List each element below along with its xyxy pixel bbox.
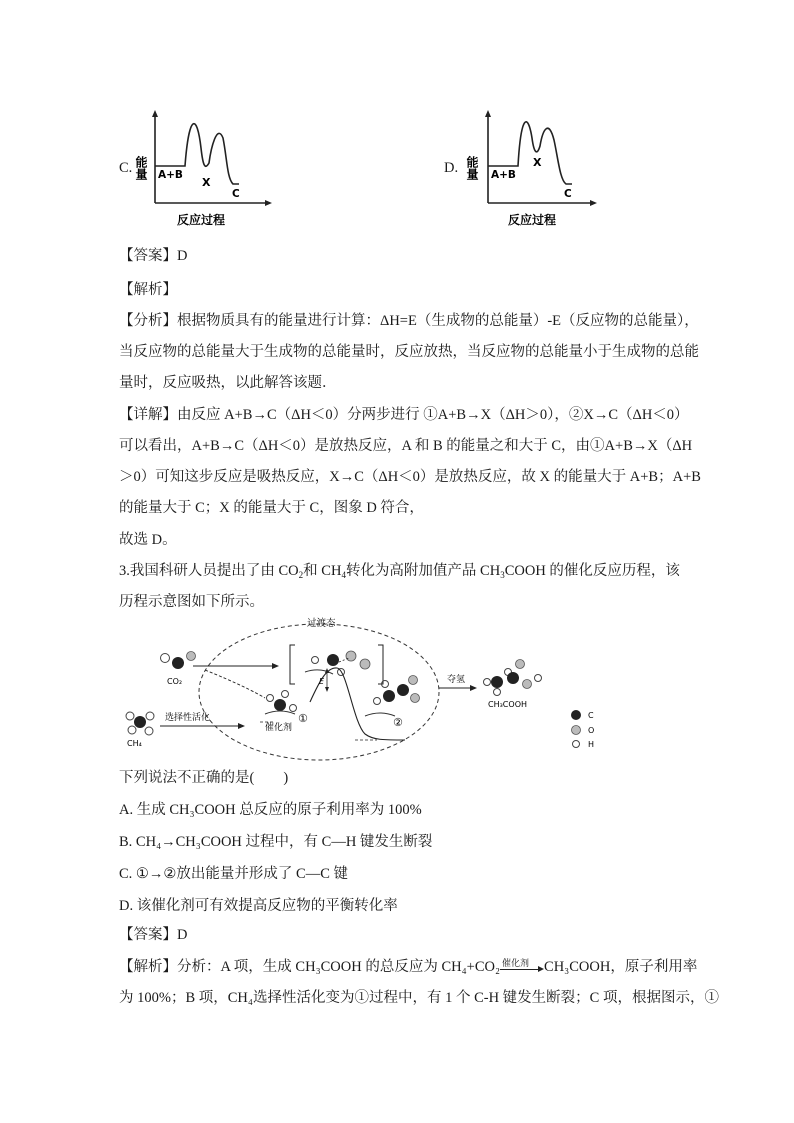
energy-diagram-c bbox=[134, 108, 272, 230]
fig-energy-e: E bbox=[319, 677, 325, 686]
q2-conclusion: 故选 D。 bbox=[119, 532, 177, 548]
fig-step1: ① bbox=[298, 712, 308, 725]
q3-answer-label: 【答案】 bbox=[119, 927, 177, 943]
q2-detail-line4: 的能量大于 C；X 的能量大于 C，图象 D 符合， bbox=[119, 500, 424, 516]
q2-answer bbox=[119, 246, 187, 266]
option-c-intermediate: X bbox=[202, 176, 211, 189]
q2-answer-label: 【答案】 bbox=[119, 248, 177, 264]
option-c-reactants: A+B bbox=[158, 169, 183, 181]
q2-fenxi-line1 bbox=[119, 311, 699, 331]
q2-fenxi-line2: 当反应物的总能量大于生成物的总能量时，反应放热，当反应物的总能量小于生成物的总能 bbox=[119, 344, 699, 360]
q3-stem-a: 3.我国科研人员提出了由 CO bbox=[119, 563, 299, 579]
q2-detail-line3: ＞0）可知这步反应是吸热反应，X→C（ΔH＜0）是放热反应，故 X 的能量大于 A+B；A+B bbox=[119, 469, 701, 485]
q3-analysis-text1a: 分析：A 项，生成 CH₃COOH 的总反应为 CH₄+CO₂ bbox=[177, 959, 501, 975]
q2-detail-text1: 由反应 A+B→C（ΔH＜0）分两步进行 ①A+B→X（ΔH＞0），②X→C（ΔH＜0） bbox=[177, 407, 689, 423]
fig-co2: CO₂ bbox=[167, 677, 183, 686]
q2-detail-label: 【详解】 bbox=[119, 407, 177, 423]
q3-analysis-line2: 为 100%；B 项，CH₄选择性活化变为①过程中，有 1 个 C-H 键发生断裂；C 项，根据图示，① bbox=[119, 990, 719, 1006]
q3-mechanism-figure bbox=[115, 612, 615, 764]
q3-stem-b: 和 CH bbox=[303, 563, 342, 579]
fig-h-abstraction: 夺氢 bbox=[447, 675, 466, 685]
fig-legend-h: H bbox=[588, 740, 595, 749]
q2-fenxi-line3: 量时，反应吸热，以此解答该题． bbox=[119, 375, 337, 391]
option-d-product: C bbox=[564, 188, 572, 200]
fig-legend-c: C bbox=[588, 711, 594, 720]
q2-answer-value: D bbox=[177, 248, 188, 264]
option-d bbox=[444, 108, 594, 233]
arrow-head-icon bbox=[538, 966, 544, 972]
q3-analysis-label: 【解析】 bbox=[119, 959, 177, 975]
fig-transition-state: 过渡态 bbox=[307, 618, 336, 629]
q3-stem-sub2: 4 bbox=[341, 570, 346, 580]
option-d-letter: D. bbox=[444, 160, 459, 176]
q2-fenxi-text1: 根据物质具有的能量进行计算：ΔH=E（生成物的总能量）-E（反应物的总能量）， bbox=[177, 313, 699, 329]
option-c-ylabel: 能量 bbox=[134, 156, 148, 180]
option-c-product: C bbox=[232, 188, 240, 200]
q2-detail-line2: 可以看出，A+B→C（ΔH＜0）是放热反应，A 和 B 的能量之和大于 C，由①A+B→X（ΔH bbox=[119, 438, 693, 454]
option-c-letter: C. bbox=[119, 160, 133, 176]
fig-product: CH₃COOH bbox=[488, 700, 528, 709]
q3-option-d: D. 该催化剂可有效提高反应物的平衡转化率 bbox=[119, 898, 398, 914]
arrow-line-icon bbox=[500, 969, 540, 970]
option-c-xlabel: 反应过程 bbox=[177, 213, 226, 227]
q3-option-b: B. CH₄→CH₃COOH 过程中，有 C—H 键发生断裂 bbox=[119, 834, 433, 850]
catalyst-over-arrow: 催化剂 bbox=[502, 958, 530, 969]
q3-stem-line1 bbox=[119, 561, 680, 581]
fig-step2: ② bbox=[393, 716, 403, 729]
reaction-arrow bbox=[500, 960, 544, 976]
q3-answer bbox=[119, 925, 187, 945]
q3-question: 下列说法不正确的是( ) bbox=[119, 770, 289, 786]
fig-ch4: CH₄ bbox=[127, 739, 142, 748]
option-d-intermediate: X bbox=[533, 156, 542, 169]
fig-legend-o: O bbox=[588, 726, 595, 735]
q3-analysis-text1b: CH₃COOH，原子利用率 bbox=[544, 959, 698, 975]
q3-stem-sub3: 3 bbox=[500, 570, 505, 580]
q3-stem-d: COOH 的催化反应历程，该 bbox=[504, 563, 680, 579]
q2-analysis-heading: 【解析】 bbox=[119, 282, 177, 298]
energy-diagram-d bbox=[462, 108, 597, 230]
option-d-xlabel: 反应过程 bbox=[508, 213, 557, 227]
q2-detail-line1 bbox=[119, 405, 689, 425]
option-d-ylabel: 能量 bbox=[465, 156, 479, 180]
q2-fenxi-label: 【分析】 bbox=[119, 313, 177, 329]
q3-analysis-line1 bbox=[119, 957, 697, 977]
q3-option-a: A. 生成 CH₃COOH 总反应的原子利用率为 100% bbox=[119, 802, 422, 818]
q3-answer-value: D bbox=[177, 927, 188, 943]
option-d-reactants: A+B bbox=[491, 169, 516, 181]
q3-stem-sub1: 2 bbox=[298, 570, 304, 580]
fig-catalyst: 催化剂 bbox=[265, 723, 293, 733]
q3-stem-c: 转化为高附加值产品 CH bbox=[345, 563, 501, 579]
q3-option-c: C. ①→②放出能量并形成了 C—C 键 bbox=[119, 866, 349, 882]
q3-stem-line2: 历程示意图如下所示。 bbox=[119, 594, 264, 610]
fig-selective-activation: 选择性活化 bbox=[165, 713, 211, 723]
option-c bbox=[119, 108, 269, 233]
